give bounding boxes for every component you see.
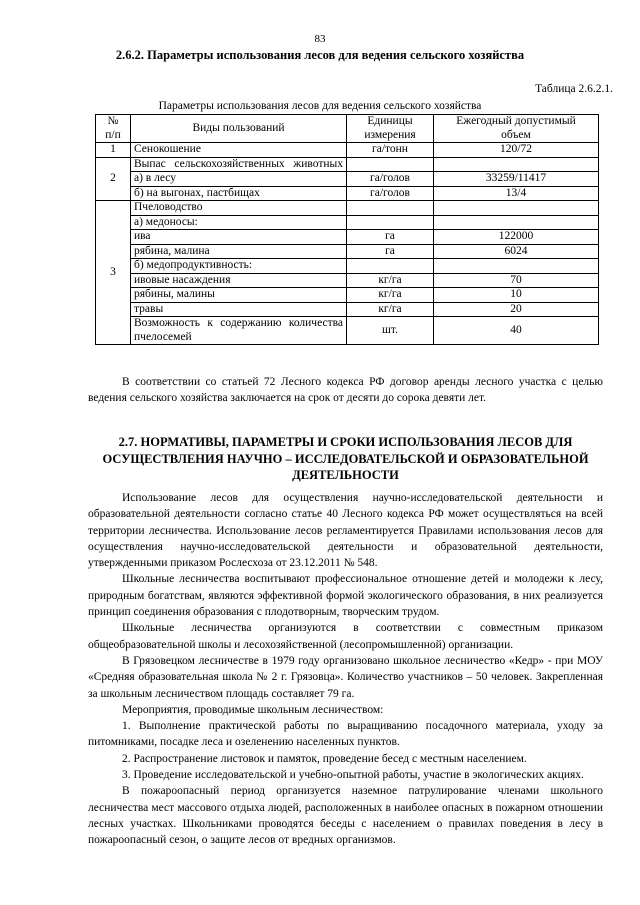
row-volume: 33259/11417	[434, 172, 599, 187]
row-volume: 20	[434, 302, 599, 317]
list-item: 2. Распространение листовок и памяток, проведение бесед с местным населением.	[122, 752, 527, 765]
paragraph: В пожароопасный период организуется наземное патрулирование членами школьного лесничества мест массового отдыха людей, расположенных в наиболее опасных в пожарном отношении лесных участках. Школьниками проводятся беседы с населением о правилах поведения в лесу в пожароопасный сезон, о защите лесов от вредных организмов.	[88, 785, 603, 847]
paragraph: Школьные лесничества организуются в соответствии с совместным приказом общеобразовательной школы и лесохозяйственной (лесопромышленной) организации.	[88, 622, 603, 651]
row-volume: 120/72	[434, 143, 599, 158]
row-unit: кг/га	[347, 288, 434, 303]
paragraph: Школьные лесничества воспитывают профессиональное отношение детей и молодежи к лесу, природным богатствам, являются эффективной формой экологического образования, в них реализуется принцип соединения образования с плодотворным, творческим трудом.	[88, 573, 603, 619]
table-row	[96, 244, 599, 259]
row-volume: 10	[434, 288, 599, 303]
table-header-row	[96, 115, 599, 143]
row-kind: травы	[131, 302, 347, 317]
row-kind: ива	[131, 230, 347, 245]
table-row	[96, 172, 599, 187]
row-kind: рябина, малина	[131, 244, 347, 259]
row-kind: б) медопродуктивность:	[131, 259, 347, 274]
section-heading: 2.6.2. Параметры использования лесов для ведения сельского хозяйства	[115, 48, 525, 62]
row-volume: 122000	[434, 230, 599, 245]
row-kind: рябины, малины	[131, 288, 347, 303]
header-unit	[347, 115, 434, 143]
table-row	[96, 230, 599, 245]
list-item: 1. Выполнение практической работы по выращиванию посадочного материала, уходу за питомниками, посадке леса и озеленению населенных пунктов.	[88, 720, 603, 749]
row-volume: 6024	[434, 244, 599, 259]
row-kind: Возможность к содержанию количества пчелосемей	[131, 317, 347, 345]
row-unit: га	[347, 244, 434, 259]
row-volume: 13/4	[434, 186, 599, 201]
paragraph: В Грязовецком лесничестве в 1979 году организовано школьное лесничество «Кедр» - при МОУ «Средняя образовательная школа № 2 г. Грязовца». Количество участников – 50 человек. Закрепленная за школьным лесничеством площадь составляет 79 га.	[88, 654, 603, 700]
header-volume	[434, 115, 599, 143]
table-row	[96, 259, 599, 274]
lease-term-paragraph: В соответствии со статьей 72 Лесного кодекса РФ договор аренды лесного участка с целью ведения сельского хозяйства заключается на срок от десяти до сорока девяти лет.	[88, 376, 603, 405]
parameters-table	[95, 114, 599, 345]
row-kind: ивовые насаждения	[131, 273, 347, 288]
section-heading-2-7: 2.7. НОРМАТИВЫ, ПАРАМЕТРЫ И СРОКИ ИСПОЛЬЗОВАНИЯ ЛЕСОВ ДЛЯ ОСУЩЕСТВЛЕНИЯ НАУЧНО – ИССЛЕДОВАТЕЛЬСКОЙ И ОБРАЗОВАТЕЛЬНОЙ ДЕЯТЕЛЬНОСТИ	[102, 435, 589, 482]
header-kind: Виды пользований	[131, 115, 347, 143]
row-volume	[434, 215, 599, 230]
table-row	[96, 157, 599, 172]
paragraph: Использование лесов для осуществления научно-исследовательской деятельности и образовательной деятельности согласно статье 40 Лесного кодекса РФ может осуществляться на всей территории лесничества. Использование лесов регламентируется Правилами использования лесов для осуществления научно-исследовательской деятельности и образовательной деятельности, утвержденными приказом Рослесхоза от 23.12.2011 № 548.	[88, 492, 603, 570]
row-unit	[347, 215, 434, 230]
header-volume-line1: Ежегодный допустимый	[456, 115, 576, 127]
header-unit-line1: Единицы	[367, 115, 413, 127]
row-number: 1	[96, 143, 131, 158]
table-row	[96, 201, 599, 216]
row-unit: кг/га	[347, 302, 434, 317]
row-kind: а) в лесу	[131, 172, 347, 187]
table-row	[96, 215, 599, 230]
table-row	[96, 302, 599, 317]
header-volume-line2: объем	[501, 128, 531, 141]
table-row	[96, 317, 599, 345]
header-num-line1: №	[107, 115, 119, 127]
lease-term-paragraph-block	[88, 374, 603, 407]
row-unit: га/тонн	[347, 143, 434, 158]
row-unit: кг/га	[347, 273, 434, 288]
row-volume	[434, 201, 599, 216]
row-unit: га/голов	[347, 172, 434, 187]
row-number: 2	[96, 157, 131, 201]
table-row	[96, 143, 599, 158]
row-volume	[434, 157, 599, 172]
row-volume: 70	[434, 273, 599, 288]
table-caption: Параметры использования лесов для ведения сельского хозяйства	[158, 100, 482, 112]
row-kind: Выпас сельскохозяйственных животных	[131, 157, 347, 172]
row-kind: а) медоносы:	[131, 215, 347, 230]
header-unit-line2: измерения	[364, 128, 416, 141]
list-item: 3. Проведение исследовательской и учебно-опытной работы, участие в экологических акциях.	[122, 769, 584, 782]
row-unit	[347, 259, 434, 274]
table-row	[96, 186, 599, 201]
table-label: Таблица 2.6.2.1.	[535, 83, 613, 95]
header-num	[96, 115, 131, 143]
row-unit	[347, 157, 434, 172]
row-kind: Пчеловодство	[131, 201, 347, 216]
body-text	[88, 490, 603, 849]
row-unit: га/голов	[347, 186, 434, 201]
table-row	[96, 288, 599, 303]
row-unit: га	[347, 230, 434, 245]
row-volume: 40	[434, 317, 599, 345]
paragraph: Мероприятия, проводимые школьным лесничеством:	[122, 703, 384, 716]
page-number: 83	[314, 33, 326, 45]
header-num-line2: п/п	[105, 128, 121, 141]
row-kind: Сенокошение	[131, 143, 347, 158]
row-unit: шт.	[347, 317, 434, 345]
row-volume	[434, 259, 599, 274]
row-unit	[347, 201, 434, 216]
row-number: 3	[96, 201, 131, 345]
table-row	[96, 273, 599, 288]
row-kind: б) на выгонах, пастбищах	[131, 186, 347, 201]
